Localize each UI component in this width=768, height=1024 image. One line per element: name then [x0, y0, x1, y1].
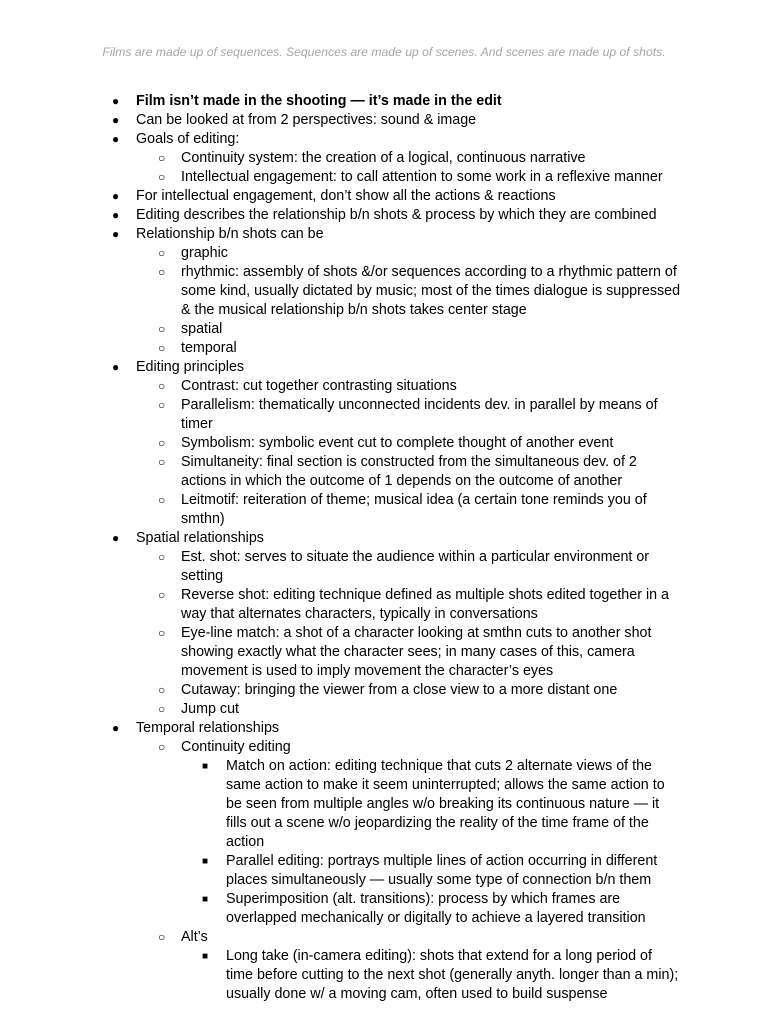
square-bullet-icon: ■	[202, 894, 209, 905]
sub-list-item-text: Alt’s	[181, 929, 208, 945]
list-item	[0, 719, 768, 738]
sub-sub-list-item	[0, 852, 768, 890]
circle-bullet-icon: ○	[158, 151, 166, 165]
square-bullet-icon: ■	[202, 856, 209, 867]
sub-list-item-text: Simultaneity: final section is constructed from the simultaneous dev. of 2 actions in which the outcome of 1 depends on the outcome of another	[181, 454, 637, 489]
sub-list-item-text: Symbolism: symbolic event cut to complete thought of another event	[181, 435, 614, 451]
sub-list-item-text: rhythmic: assembly of shots &/or sequences according to a rhythmic pattern of some kind, usually dictated by music; most of the times dialogue is suppressed & the musical relationship b/n shots takes center stage	[181, 264, 681, 318]
sub-list-item	[0, 339, 768, 358]
list-item-text: Goals of editing:	[136, 131, 240, 147]
list-item-text: For intellectual engagement, don’t show all the actions & reactions	[136, 188, 556, 204]
sub-list-item	[0, 681, 768, 700]
sub-list-item-text: Cutaway: bringing the viewer from a close view to a more distant one	[181, 682, 618, 698]
circle-bullet-icon: ○	[158, 170, 166, 184]
sub-list-item	[0, 548, 768, 586]
sub-list-item	[0, 453, 768, 491]
disc-bullet-icon: ●	[112, 227, 120, 241]
disc-bullet-icon: ●	[112, 189, 120, 203]
sub-list-item-text: spatial	[181, 321, 223, 337]
circle-bullet-icon: ○	[158, 493, 166, 507]
sub-list-item	[0, 320, 768, 339]
sub-list-item	[0, 168, 768, 187]
sub-sub-list-item	[0, 890, 768, 928]
disc-bullet-icon: ●	[112, 721, 120, 735]
circle-bullet-icon: ○	[158, 702, 166, 716]
sub-sub-list-item-text: Long take (in-camera editing): shots that extend for a long period of time before cutting to the next shot (generally anyth. longer than a min); usually done w/ a moving cam, often used to build suspense	[226, 948, 679, 1002]
sub-list-item-text: graphic	[181, 245, 228, 261]
circle-bullet-icon: ○	[158, 455, 166, 469]
list-item-text: Relationship b/n shots can be	[136, 226, 324, 242]
sub-list-item-text: Contrast: cut together contrasting situations	[181, 378, 457, 394]
sub-list-item-text: Continuity system: the creation of a logical, continuous narrative	[181, 150, 586, 166]
list-item	[0, 206, 768, 225]
page-header: Films are made up of sequences. Sequences are made up of scenes. And scenes are made up of shots.	[102, 45, 666, 59]
list-item	[0, 187, 768, 206]
list-item	[0, 111, 768, 130]
list-item-text: Temporal relationships	[136, 720, 280, 736]
sub-list-item	[0, 244, 768, 263]
list-item	[0, 130, 768, 149]
notes-content	[0, 92, 768, 1004]
list-item-text: Can be looked at from 2 perspectives: sound & image	[136, 112, 477, 128]
sub-list-item-text: Intellectual engagement: to call attention to some work in a reflexive manner	[181, 169, 663, 185]
square-bullet-icon: ■	[202, 761, 209, 772]
circle-bullet-icon: ○	[158, 265, 166, 279]
sub-list-item	[0, 624, 768, 681]
circle-bullet-icon: ○	[158, 626, 166, 640]
sub-list-item-text: temporal	[181, 340, 237, 356]
sub-list-item	[0, 434, 768, 453]
sub-sub-list-item-text: Superimposition (alt. transitions): process by which frames are overlapped mechanically or digitally to achieve a layered transition	[226, 891, 646, 926]
sub-list-item-text: Reverse shot: editing technique defined as multiple shots edited together in a way that alternates characters, typically in conversations	[181, 587, 669, 622]
disc-bullet-icon: ●	[112, 113, 120, 127]
circle-bullet-icon: ○	[158, 588, 166, 602]
disc-bullet-icon: ●	[112, 94, 120, 108]
sub-list-item	[0, 149, 768, 168]
circle-bullet-icon: ○	[158, 341, 166, 355]
disc-bullet-icon: ●	[112, 531, 120, 545]
circle-bullet-icon: ○	[158, 740, 166, 754]
list-item	[0, 92, 768, 111]
circle-bullet-icon: ○	[158, 398, 166, 412]
list-item-text: Editing describes the relationship b/n shots & process by which they are combined	[136, 207, 657, 223]
disc-bullet-icon: ●	[112, 208, 120, 222]
disc-bullet-icon: ●	[112, 360, 120, 374]
list-item-text: Spatial relationships	[136, 530, 264, 546]
sub-list-item-text: Est. shot: serves to situate the audience within a particular environment or setting	[181, 549, 650, 584]
list-item	[0, 225, 768, 244]
circle-bullet-icon: ○	[158, 930, 166, 944]
sub-sub-list-item-text: Parallel editing: portrays multiple lines of action occurring in different places simultaneously — usually some type of connection b/n them	[226, 853, 658, 888]
sub-list-item	[0, 586, 768, 624]
sub-sub-list-item	[0, 947, 768, 1004]
sub-list-item	[0, 928, 768, 947]
sub-list-item	[0, 738, 768, 757]
sub-list-item	[0, 396, 768, 434]
bullet-list	[0, 92, 768, 1004]
sub-sub-list-item	[0, 757, 768, 852]
list-item-text: Editing principles	[136, 359, 245, 375]
sub-list-item-text: Eye-line match: a shot of a character looking at smthn cuts to another shot showing exactly what the character sees; in many cases of this, camera movement is used to imply movement the character’s eyes	[181, 625, 652, 679]
disc-bullet-icon: ●	[112, 132, 120, 146]
circle-bullet-icon: ○	[158, 246, 166, 260]
square-bullet-icon: ■	[202, 951, 209, 962]
sub-list-item-text: Jump cut	[181, 701, 240, 717]
sub-list-item-text: Continuity editing	[181, 739, 291, 755]
sub-list-item	[0, 491, 768, 529]
circle-bullet-icon: ○	[158, 436, 166, 450]
sub-list-item	[0, 377, 768, 396]
sub-list-item-text: Leitmotif: reiteration of theme; musical idea (a certain tone reminds you of smthn)	[181, 492, 647, 527]
circle-bullet-icon: ○	[158, 379, 166, 393]
sub-list-item	[0, 700, 768, 719]
list-item	[0, 358, 768, 377]
list-item	[0, 529, 768, 548]
sub-sub-list-item-text: Match on action: editing technique that cuts 2 alternate views of the same action to make it seem uninterrupted; allows the same action to be seen from multiple angles w/o breaking its continuous nature — it fills out a scene w/o jeopardizing the reality of the time frame of the action	[226, 758, 665, 850]
list-item-text: Film isn’t made in the shooting — it’s made in the edit	[136, 93, 502, 109]
circle-bullet-icon: ○	[158, 683, 166, 697]
sub-list-item-text: Parallelism: thematically unconnected incidents dev. in parallel by means of timer	[181, 397, 658, 432]
sub-list-item	[0, 263, 768, 320]
circle-bullet-icon: ○	[158, 322, 166, 336]
circle-bullet-icon: ○	[158, 550, 166, 564]
